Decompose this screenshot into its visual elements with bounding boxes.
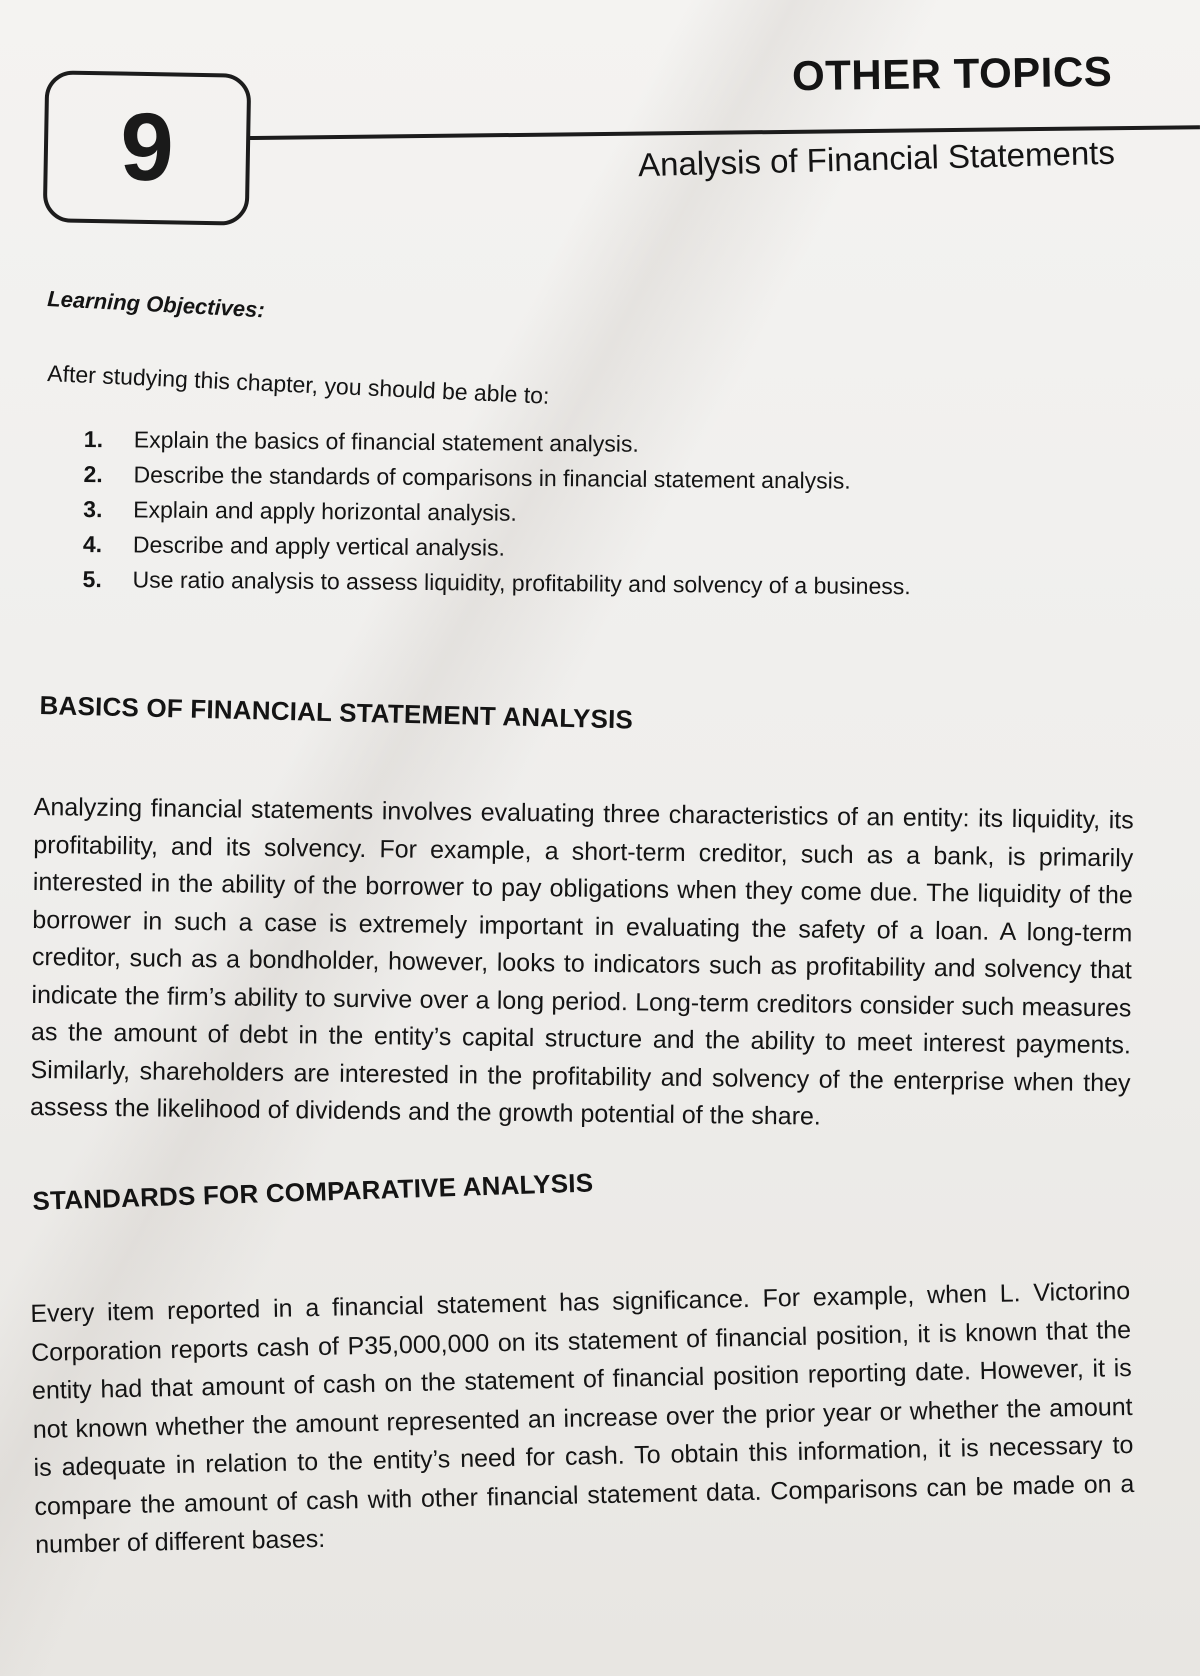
section-heading-basics: BASICS OF FINANCIAL STATEMENT ANALYSIS (39, 690, 634, 735)
chapter-title: Analysis of Financial Statements (637, 133, 1116, 184)
objective-number: 3. (83, 495, 103, 523)
objective-text: Describe and apply vertical analysis. (132, 531, 506, 561)
learning-objectives-list (82, 422, 1133, 606)
objective-text: Describe the standards of comparisons in financial statement analysis. (133, 461, 851, 494)
part-title: OTHER TOPICS (791, 47, 1113, 100)
objective-number: 5. (82, 565, 102, 593)
objective-text: Explain and apply horizontal analysis. (133, 496, 517, 526)
objective-text: Explain the basics of financial statement analysis. (133, 426, 639, 457)
objective-number: 4. (82, 530, 103, 558)
objective-number: 2. (83, 460, 103, 488)
chapter-number-box (43, 70, 252, 226)
objective-text: Use ratio analysis to assess liquidity, profitability and solvency of a business. (132, 566, 911, 600)
objective-number: 1. (83, 425, 104, 453)
learning-objectives-heading: Learning Objectives: (46, 286, 266, 323)
section-heading-standards: STANDARDS FOR COMPARATIVE ANALYSIS (32, 1167, 594, 1216)
chapter-number: 9 (119, 93, 175, 202)
learning-objectives-intro: After studying this chapter, you should be able to: (46, 360, 550, 409)
section-body-standards: Every item reported in a financial statement has significance. For example, when L. Victorino Corporation reports cash of P35,000,000 on its statement of financial position, it is known that the entity had that amount of cash on the statement of financial position reporting date. However, it is not known whether the amount represented an increase over the prior year or whether the amount is adequate in relation to the entity’s need for cash. To obtain this information, it is necessary to compare the amount of cash with other financial statement data. Comparisons can be made on a number of different bases: (30, 1276, 1135, 1559)
section-body-basics: Analyzing financial statements involves evaluating three characteristics of an entity: its liquidity, its profitability, and its solvency. For example, a short-term creditor, such as a bank, is primarily interested in the ability of the borrower to pay obligations when they come due. The liquidity of the borrower in such a case is extremely important in evaluating the safety of a loan. A long-term creditor, such as a bondholder, however, looks to indicators such as profitability and solvency that indicate the firm’s ability to survive over a long period. Long-term creditors consider such measures as the amount of debt in the entity’s capital structure and the ability to meet interest payments. Similarly, shareholders are interested in the profitability and solvency of the enterprise when they assess the likelihood of dividends and the growth potential of the share. (29, 792, 1134, 1131)
